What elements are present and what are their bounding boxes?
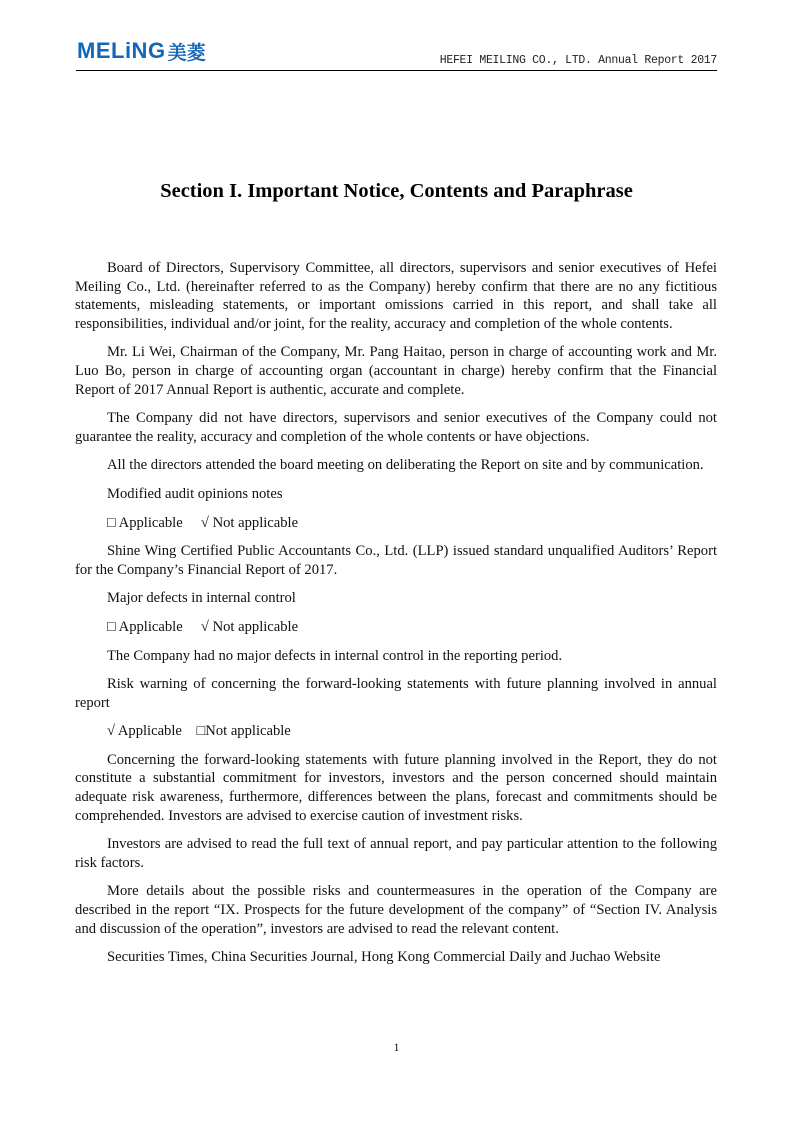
header-divider [76,70,717,71]
paragraph-risk-factors: Investors are advised to read the full text of annual report, and pay particular attention to the following risk factors. [75,836,717,871]
page-number: 1 [393,1040,400,1054]
paragraph-board-attendance: All the directors attended the board meeting on deliberating the Report on site and by communication. [107,457,704,474]
checkbox-risk-warning: √ Applicable □Not applicable [107,723,291,740]
logo-wordmark: MELiNG [77,38,166,63]
report-title: HEFEI MEILING CO., LTD. Annual Report 2017 [439,54,717,67]
paragraph-media-disclosure: Securities Times, China Securities Journal, Hong Kong Commercial Daily and Juchao Website [107,949,661,966]
checkbox-audit-opinions: □ Applicable √ Not applicable [107,514,299,531]
paragraph-no-objections: The Company did not have directors, supervisors and senior executives of the Company could not guarantee the reality, accuracy and completion of the whole contents or have objections. [75,410,717,445]
paragraph-no-major-defects: The Company had no major defects in internal control in the reporting period. [107,647,563,664]
page-header [0,0,793,80]
checkbox-internal-control: □ Applicable √ Not applicable [107,618,299,635]
section-title: Section I. Important Notice, Contents and Paraphrase [160,179,633,202]
heading-internal-control-defects: Major defects in internal control [107,590,296,607]
notice-body [75,259,717,977]
paragraph-auditor-report: Shine Wing Certified Public Accountants Co., Ltd. (LLP) issued standard unqualified Auditors’ Report for the Company’s Financial Report of 2017. [75,543,717,578]
paragraph-forward-looking: Concerning the forward-looking statements with future planning involved in the Report, they do not constitute a substantial commitment for investors, investors and the person concerned should maintain adequate risk awareness, furthermore, differences between the plans, forecast and commitments should be comprehended. Investors are advised to exercise caution of investment risks. [75,751,717,824]
paragraph-chairman-confirmation: Mr. Li Wei, Chairman of the Company, Mr. Pang Haitao, person in charge of accounting work and Mr. Luo Bo, person in charge of accounting organ (accountant in charge) hereby confirm that the Financial Report of 2017 Annual Report is authentic, accurate and complete. [75,344,717,398]
logo-chinese-wordmark: 美菱 [167,41,206,64]
heading-risk-warning: Risk warning of concerning the forward-looking statements with future planning involved in annual report [75,676,717,711]
paragraph-board-confirmation: Board of Directors, Supervisory Committee, all directors, supervisors and senior executives of Hefei Meiling Co., Ltd. (hereinafter referred to as the Company) hereby confirm that there are no any fictitious statements, misleading statements, or important omissions carried in this report, and shall take all responsibilities, individual and/or joint, for the reality, accuracy and completion of the whole contents. [75,260,717,332]
meiling-logo [77,38,206,64]
heading-modified-audit-opinions: Modified audit opinions notes [107,485,283,502]
paragraph-risk-details: More details about the possible risks and countermeasures in the operation of the Company are described in the report “IX. Prospects for the future development of the company” of “Section IV. Analysis and discussion of the operation”, investors are advised to read the relevant content. [75,883,717,937]
